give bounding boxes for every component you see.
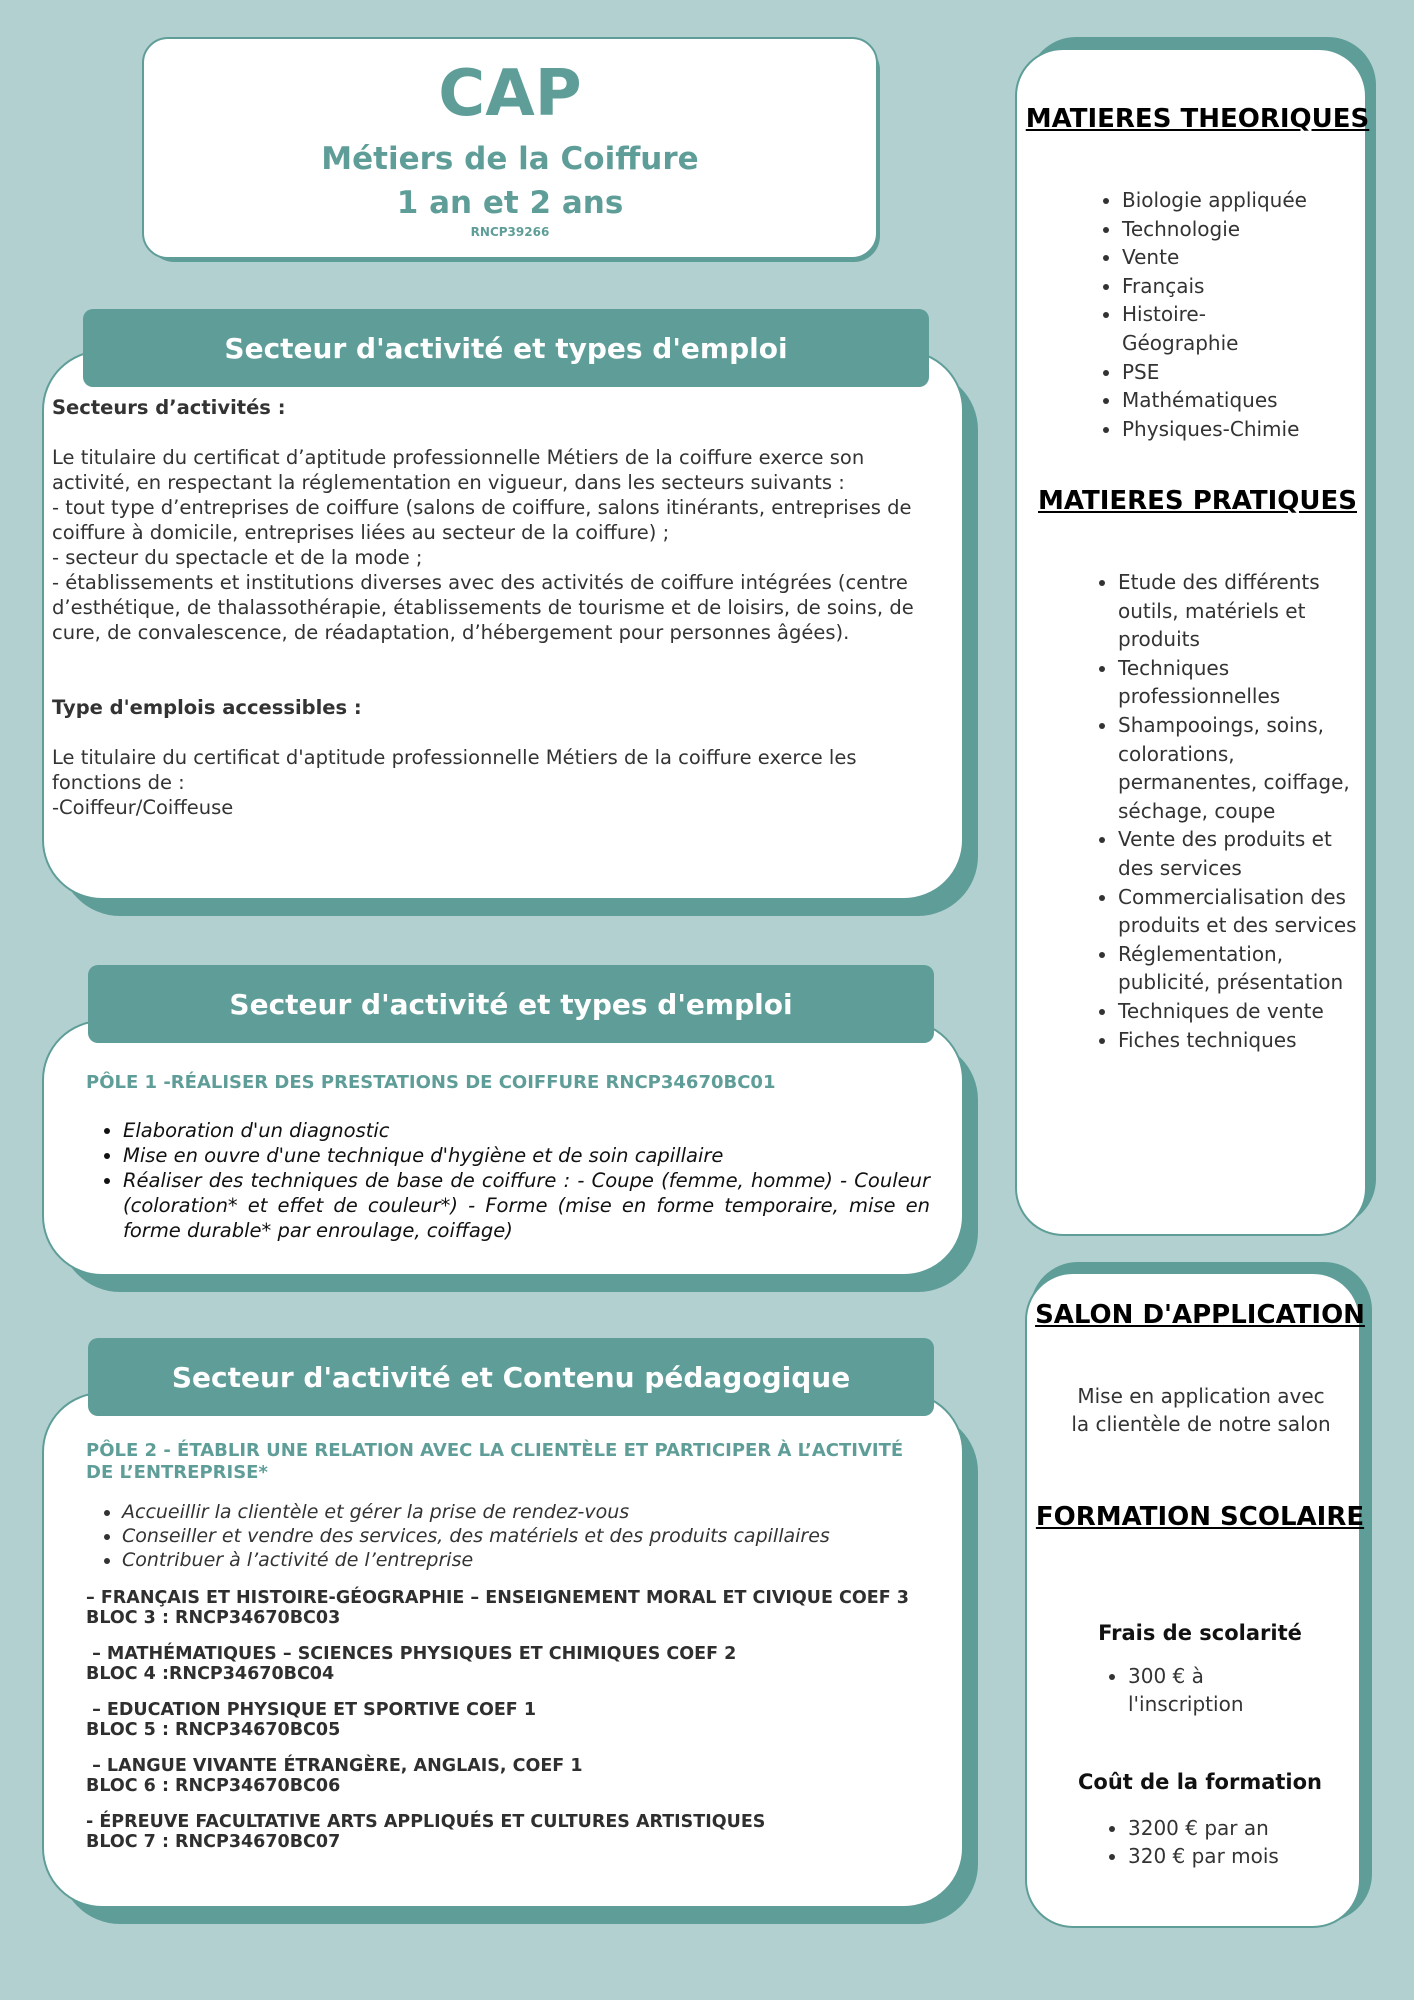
duration-label: 1 an et 2 ans	[396, 185, 624, 221]
list-item: • Etude des différents outils, matériels et produits	[1118, 568, 1363, 654]
list-item: • Vente	[1122, 243, 1392, 272]
list-item: • Conseiller et vendre des services, des matériels et des produits capillaires	[122, 1524, 930, 1548]
section3-body	[86, 1440, 930, 1852]
secteurs-label: Secteurs d’activités :	[52, 396, 286, 419]
matieres-theoriques-title: MATIERES THEORIQUES	[1025, 104, 1370, 134]
page-title: CAP	[438, 57, 582, 131]
bloc-code: BLOC 5 : RNCP34670BC05	[86, 1720, 341, 1740]
emplois-paragraph: -Coiffeur/Coiffeuse	[52, 796, 234, 819]
emplois-label: Type d'emplois accessibles :	[52, 696, 362, 719]
matieres-pratiques-title: MATIERES PRATIQUES	[1038, 486, 1357, 516]
list-item: • Vente des produits et des services	[1118, 825, 1363, 882]
bloc-entry	[86, 1588, 930, 1628]
list-item: • Technologie	[1122, 215, 1392, 244]
list-item: • Shampooings, soins, colorations, permanentes, coiffage, séchage, coupe	[1118, 711, 1363, 825]
bloc-subject: – LANGUE VIVANTE ÉTRANGÈRE, ANGLAIS, COEF 1	[86, 1756, 583, 1776]
list-item: • Commercialisation des produits et des services	[1118, 883, 1363, 940]
section2-body	[86, 1072, 930, 1243]
list-item: • 3200 € par an	[1128, 1814, 1358, 1842]
bloc-entry	[86, 1812, 930, 1852]
section2-header: Secteur d'activité et types d'emploi	[88, 965, 934, 1043]
formation-title: FORMATION SCOLAIRE	[1035, 1502, 1365, 1532]
bloc-entry	[86, 1644, 930, 1684]
pole2-title: PÔLE 2 - ÉTABLIR UNE RELATION AVEC LA CLIENTÈLE ET PARTICIPER À L’ACTIVITÉ DE L’ENTREPRISE*	[86, 1440, 904, 1483]
bloc-subject: - ÉPREUVE FACULTATIVE ARTS APPLIQUÉS ET CULTURES ARTISTIQUES	[86, 1812, 766, 1832]
bloc-entry	[86, 1756, 930, 1796]
pole1-title: PÔLE 1 -RÉALISER DES PRESTATIONS DE COIFFURE RNCP34670BC01	[86, 1072, 776, 1093]
list-item: • Réaliser des techniques de base de coiffure : - Coupe (femme, homme) - Couleur (coloration* et effet de couleur*) - Forme (mise en forme temporaire, mise en forme durable* par enroulage, coiffage)	[123, 1168, 930, 1243]
list-item: • 300 € à l'inscription	[1128, 1662, 1248, 1718]
section1-header: Secteur d'activité et types d'emploi	[83, 309, 929, 387]
list-item: • Elaboration d'un diagnostic	[123, 1118, 930, 1143]
bloc-entry	[86, 1700, 930, 1740]
bloc-subject: – EDUCATION PHYSIQUE ET SPORTIVE COEF 1	[86, 1700, 537, 1720]
page-subtitle: Métiers de la Coiffure	[321, 141, 699, 177]
matieres-theoriques-list	[1090, 186, 1392, 443]
section3-header: Secteur d'activité et Contenu pédagogique	[88, 1338, 934, 1416]
frais-list	[1096, 1662, 1358, 1718]
list-item: • Contribuer à l’activité de l’entreprise	[122, 1548, 930, 1572]
emplois-paragraph: Le titulaire du certificat d'aptitude professionnelle Métiers de la coiffure exerce les fonctions de :	[52, 746, 857, 794]
secteurs-paragraph: Le titulaire du certificat d’aptitude professionnelle Métiers de la coiffure exerce son activité, en respectant la réglementation en vigueur, dans les secteurs suivants :	[52, 446, 865, 494]
pole2-list	[86, 1500, 930, 1572]
rncp-code: RNCP39266	[470, 225, 550, 239]
list-item: • Réglementation, publicité, présentation	[1118, 940, 1363, 997]
title-card	[142, 37, 878, 259]
cout-list	[1096, 1814, 1358, 1870]
list-item: • Biologie appliquée	[1122, 186, 1392, 215]
list-item: • Techniques de vente	[1118, 997, 1363, 1026]
list-item: • Histoire-Géographie	[1122, 300, 1242, 357]
salon-title: SALON D'APPLICATION	[1035, 1300, 1365, 1330]
secteurs-paragraph: - établissements et institutions diverses avec des activités de coiffure intégrées (centre d’esthétique, de thalassothérapie, établissements de tourisme et de loisirs, de soins, de cure, de convalescence, de réadaptation, d’hébergement pour personnes âgées).	[52, 571, 914, 644]
bloc-code: BLOC 6 : RNCP34670BC06	[86, 1776, 341, 1796]
pole1-list	[86, 1118, 930, 1243]
bloc-code: BLOC 7 : RNCP34670BC07	[86, 1832, 341, 1852]
cout-title: Coût de la formation	[1078, 1770, 1322, 1794]
list-item: • 320 € par mois	[1128, 1842, 1358, 1870]
secteurs-paragraph: - tout type d’entreprises de coiffure (salons de coiffure, salons itinérants, entreprises de coiffure à domicile, entreprises liées au secteur de la coiffure) ;	[52, 496, 912, 544]
matieres-pratiques-list	[1086, 568, 1363, 1054]
bloc-subject: – FRANÇAIS ET HISTOIRE-GÉOGRAPHIE – ENSEIGNEMENT MORAL ET CIVIQUE COEF 3	[86, 1588, 909, 1608]
list-item: • Accueillir la clientèle et gérer la prise de rendez-vous	[122, 1500, 930, 1524]
list-item: • Mise en ouvre d'une technique d'hygiène et de soin capillaire	[123, 1143, 930, 1168]
list-item: • PSE	[1122, 358, 1392, 387]
list-item: • Fiches techniques	[1118, 1026, 1363, 1055]
bloc-code: BLOC 4 :RNCP34670BC04	[86, 1664, 335, 1684]
salon-text: Mise en application avec la clientèle de notre salon	[1071, 1384, 1331, 1436]
list-item: • Physiques-Chimie	[1122, 415, 1392, 444]
frais-title: Frais de scolarité	[1098, 1621, 1302, 1645]
list-item: • Français	[1122, 272, 1392, 301]
bloc-code: BLOC 3 : RNCP34670BC03	[86, 1608, 341, 1628]
secteurs-paragraph: - secteur du spectacle et de la mode ;	[52, 546, 423, 569]
list-item: • Mathématiques	[1122, 386, 1392, 415]
bloc-subject: – MATHÉMATIQUES – SCIENCES PHYSIQUES ET CHIMIQUES COEF 2	[86, 1644, 737, 1664]
list-item: • Techniques professionnelles	[1118, 654, 1363, 711]
section1-body	[52, 395, 932, 820]
